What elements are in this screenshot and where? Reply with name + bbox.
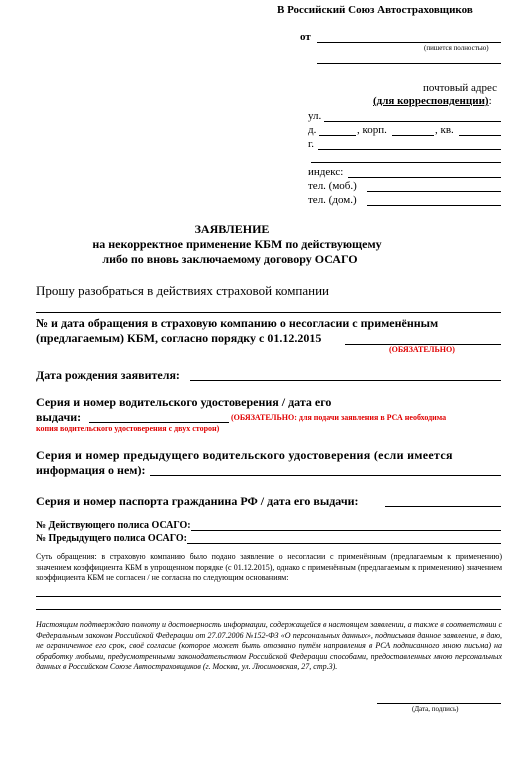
city-line[interactable] bbox=[318, 149, 501, 150]
signature-hint: (Дата, подпись) bbox=[412, 705, 459, 713]
postal-address-label: почтовый адрес bbox=[423, 82, 498, 94]
corp-label: , корп. bbox=[357, 124, 387, 136]
request-text: Прошу разобраться в действиях страховой компании bbox=[36, 283, 330, 298]
city-label: г. bbox=[308, 138, 315, 150]
appeal-label-1: № и дата обращения в страховую компанию о несогласии с применённым bbox=[36, 316, 439, 330]
house-label: д. bbox=[308, 124, 317, 136]
tel-home-line[interactable] bbox=[367, 205, 501, 206]
prev-license-label-2: информация о нем): bbox=[36, 463, 146, 477]
appeal-required-note: (ОБЯЗАТЕЛЬНО) bbox=[389, 345, 455, 354]
apt-line[interactable] bbox=[459, 135, 501, 136]
passport-line[interactable] bbox=[385, 506, 501, 507]
street-line[interactable] bbox=[324, 121, 501, 122]
street-label: ул. bbox=[308, 110, 322, 122]
from-hint: (пишется полностью) bbox=[424, 44, 489, 52]
license-label-2: выдачи: bbox=[36, 410, 82, 424]
form-subtitle-2: либо по вновь заключаемому договору ОСАГО bbox=[102, 252, 358, 266]
appeal-essence-text: Суть обращения: в страховую компанию было подано заявление о несогласии с применённым (предлагаемым к применению) значением коэффициента КБМ в упрощенном порядке (с 01.12.2015), однако с применённым (предлагаемым к применению) значением коэффициента КБМ не согласен / не согласна по следующим основаниям: bbox=[36, 552, 502, 582]
index-line[interactable] bbox=[348, 177, 501, 178]
birthdate-label: Дата рождения заявителя: bbox=[36, 368, 180, 382]
policy-current-line[interactable] bbox=[191, 530, 501, 531]
addressee: В Российский Союз Автостраховщиков bbox=[277, 4, 473, 16]
colon: : bbox=[488, 95, 492, 107]
insurer-line[interactable] bbox=[36, 312, 501, 313]
address-extra-line[interactable] bbox=[311, 162, 501, 163]
house-line[interactable] bbox=[319, 135, 356, 136]
license-label-1: Серия и номер водительского удостоверения / дата его bbox=[36, 395, 332, 409]
prev-license-line[interactable] bbox=[150, 475, 501, 476]
for-correspondence-label bbox=[373, 95, 492, 107]
birthdate-line[interactable] bbox=[190, 380, 501, 381]
license-line[interactable] bbox=[89, 422, 229, 423]
license-note-1: (ОБЯЗАТЕЛЬНО: для подачи заявления в РСА необходима bbox=[231, 413, 447, 422]
from-name-line-2[interactable] bbox=[317, 63, 501, 64]
policy-prev-line[interactable] bbox=[187, 543, 501, 544]
from-name-line[interactable] bbox=[317, 42, 501, 43]
appeal-label-2: (предлагаемым) КБМ, согласно порядку с 01.12.2015 bbox=[36, 331, 322, 345]
policy-current-label: № Действующего полиса ОСАГО: bbox=[36, 520, 191, 531]
tel-mob-label: тел. (моб.) bbox=[308, 180, 357, 192]
signature-line[interactable] bbox=[377, 703, 501, 704]
corp-line[interactable] bbox=[392, 135, 434, 136]
prev-license-label-1: Серия и номер предыдущего водительского удостоверения (если имеется bbox=[36, 448, 453, 462]
form-subtitle-1: на некорректное применение КБМ по действующему bbox=[92, 237, 382, 251]
from-label: от bbox=[300, 31, 311, 43]
essence-line-1[interactable] bbox=[36, 596, 501, 597]
tel-home-label: тел. (дом.) bbox=[308, 194, 357, 206]
index-label: индекс: bbox=[308, 166, 344, 178]
passport-label: Серия и номер паспорта гражданина РФ / дата его выдачи: bbox=[36, 494, 359, 508]
tel-mob-line[interactable] bbox=[367, 191, 501, 192]
apt-label: , кв. bbox=[435, 124, 454, 136]
policy-prev-label: № Предыдущего полиса ОСАГО: bbox=[36, 533, 187, 544]
form-title: ЗАЯВЛЕНИЕ bbox=[194, 222, 270, 236]
essence-line-2[interactable] bbox=[36, 609, 501, 610]
consent-text: Настоящим подтверждаю полноту и достоверность информации, содержащейся в настоящем заявлении, а также в соответствии с Федеральным законом Российской Федерации от 27.07.2006 №152-ФЗ «О персональных данных», подписывая данное заявление, я даю, не ограниченное его срок, своё согласие (которое может быть отозвано путём направления в РСА подписанного мною письма) на обработку любыми, предусмотренными законодательством Российской Федерации способами, предоставленных мною персональных данных в Российском Союзе Автостраховщиков (г. Москва, ул. Люсиновская, 27, стр.3). bbox=[36, 620, 502, 671]
license-note-2: копия водительского удостоверения с двух сторон) bbox=[36, 424, 220, 433]
for-correspondence-text: (для корреспонденции) bbox=[373, 95, 489, 107]
